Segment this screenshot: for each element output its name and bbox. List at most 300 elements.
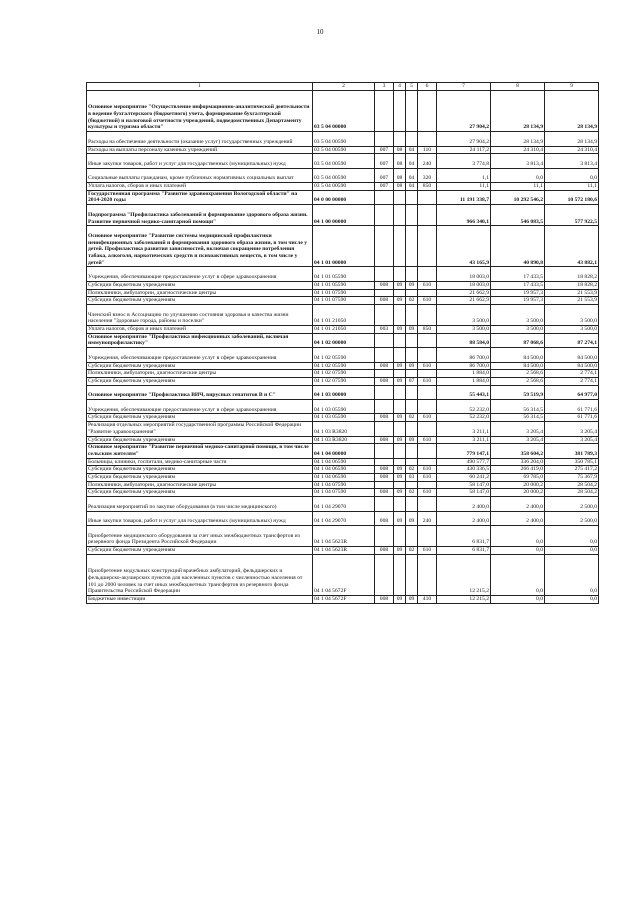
table-row	[87, 205, 599, 226]
expense-type-code: 610	[418, 281, 437, 289]
amount-col-7: 86 700,0	[437, 348, 491, 362]
ministry-code	[375, 385, 394, 399]
ministry-code	[375, 481, 394, 489]
amount-col-9: 61 771,6	[545, 400, 599, 414]
amount-col-7: 490 577,7	[437, 458, 491, 466]
amount-col-7: 11 191 338,7	[437, 190, 491, 204]
header-cell: 5	[406, 83, 418, 91]
target-code: 04 1 03 05590	[313, 414, 375, 422]
amount-col-7: 2 400,0	[437, 497, 491, 511]
amount-col-7: 3 774,8	[437, 154, 491, 168]
ministry-code: 008	[375, 436, 394, 444]
section-code: 09	[394, 377, 406, 385]
ministry-code: 008	[375, 281, 394, 289]
section-code	[394, 458, 406, 466]
table-row	[87, 377, 599, 385]
amount-col-8: 10 292 546,2	[491, 190, 545, 204]
expense-type-code	[418, 267, 437, 281]
subsection-code	[406, 525, 418, 546]
table-row	[87, 370, 599, 378]
amount-col-8: 0,0	[491, 547, 545, 555]
table-row	[87, 458, 599, 466]
ministry-code: 008	[375, 362, 394, 370]
table-row	[87, 281, 599, 289]
expense-type-code: 610	[418, 547, 437, 555]
subsection-code	[406, 422, 418, 436]
ministry-code	[375, 132, 394, 146]
row-name: Членский взнос в Ассоциацию по улучшению состояния здоровья и качества жизни населения "Здоровые города, районы и поселки"	[87, 304, 313, 325]
subsection-code: 04	[406, 146, 418, 154]
header-cell: 2	[313, 83, 375, 91]
amount-col-7: 24 117,2	[437, 146, 491, 154]
row-name: Учреждения, обеспечивающие предоставление услуг в сфере здравоохранения	[87, 267, 313, 281]
target-code: 04 1 01 07590	[313, 289, 375, 297]
amount-col-8: 87 068,6	[491, 333, 545, 347]
expense-type-code: 240	[418, 154, 437, 168]
subsection-code	[406, 226, 418, 267]
table-row	[87, 226, 599, 267]
row-name: Субсидии бюджетным учреждениям	[87, 436, 313, 444]
target-code: 03 5 04 00590	[313, 146, 375, 154]
amount-col-7: 52 232,0	[437, 400, 491, 414]
table-row	[87, 385, 599, 399]
section-code	[394, 481, 406, 489]
amount-col-8: 2 568,6	[491, 377, 545, 385]
amount-col-7: 88 584,0	[437, 333, 491, 347]
row-name: Государственная программа "Развитие здравоохранения Вологодской области" на 2014-2020 годы	[87, 190, 313, 204]
amount-col-9: 577 922,5	[545, 205, 599, 226]
section-code: 09	[394, 547, 406, 555]
amount-col-9: 2 774,1	[545, 377, 599, 385]
amount-col-7: 966 340,1	[437, 205, 491, 226]
amount-col-8: 0,0	[491, 595, 545, 603]
target-code: 03 5 04 00590	[313, 183, 375, 191]
expense-type-code: 850	[418, 326, 437, 334]
section-code: 08	[394, 183, 406, 191]
section-code: 09	[394, 474, 406, 482]
expense-type-code	[418, 481, 437, 489]
ministry-code	[375, 497, 394, 511]
subsection-code: 07	[406, 377, 418, 385]
amount-col-7: 60 241,2	[437, 474, 491, 482]
header-cell: 9	[545, 83, 599, 91]
amount-col-7: 18 003,0	[437, 267, 491, 281]
amount-col-7: 52 232,0	[437, 414, 491, 422]
expense-type-code: 610	[418, 297, 437, 305]
target-code: 04 1 02 00000	[313, 333, 375, 347]
row-name: Субсидии бюджетным учреждениям	[87, 281, 313, 289]
amount-col-7: 3 500,0	[437, 304, 491, 325]
table-row	[87, 547, 599, 555]
target-code: 03 5 04 00590	[313, 132, 375, 146]
ministry-code: 008	[375, 595, 394, 603]
table-row	[87, 466, 599, 474]
target-code: 04 1 03 R3820	[313, 436, 375, 444]
row-name: Реализация мероприятий по закупке оборудования (в том числе медицинского)	[87, 497, 313, 511]
ministry-code	[375, 304, 394, 325]
target-code: 04 1 04 5672F	[313, 595, 375, 603]
amount-col-7: 779 147,1	[437, 444, 491, 458]
amount-col-9: 87 274,1	[545, 333, 599, 347]
section-code	[394, 132, 406, 146]
subsection-code: 09	[406, 326, 418, 334]
section-code	[394, 554, 406, 595]
ministry-code: 003	[375, 326, 394, 334]
ministry-code: 008	[375, 547, 394, 555]
amount-col-8: 28 134,9	[491, 91, 545, 132]
ministry-code	[375, 190, 394, 204]
table-row	[87, 436, 599, 444]
section-code	[394, 91, 406, 132]
subsection-code	[406, 289, 418, 297]
row-name: Расходы на выплаты персоналу казенных учреждений	[87, 146, 313, 154]
header-cell: 7	[437, 83, 491, 91]
amount-col-7: 3 211,1	[437, 436, 491, 444]
table-row	[87, 168, 599, 182]
row-name: Социальные выплаты гражданам, кроме публичных нормативных социальных выплат	[87, 168, 313, 182]
amount-col-8: 3 205,4	[491, 436, 545, 444]
amount-col-9: 28 134,9	[545, 132, 599, 146]
amount-col-7: 55 443,1	[437, 385, 491, 399]
ministry-code	[375, 525, 394, 546]
header-cell: 1	[87, 83, 313, 91]
ministry-code: 007	[375, 183, 394, 191]
section-code: 09	[394, 297, 406, 305]
amount-col-7: 11,1	[437, 183, 491, 191]
subsection-code: 03	[406, 474, 418, 482]
section-code	[394, 304, 406, 325]
target-code: 04 1 00 00000	[313, 205, 375, 226]
amount-col-9: 28 504,2	[545, 489, 599, 497]
expense-type-code	[418, 400, 437, 414]
section-code	[394, 497, 406, 511]
amount-col-8: 0,0	[491, 554, 545, 595]
table-row	[87, 348, 599, 362]
table-row	[87, 481, 599, 489]
amount-col-7: 3 500,0	[437, 326, 491, 334]
amount-col-9: 21 553,9	[545, 289, 599, 297]
amount-col-9: 28 504,2	[545, 481, 599, 489]
expense-type-code	[418, 190, 437, 204]
expense-type-code: 110	[418, 146, 437, 154]
target-code: 03 5 04 00590	[313, 168, 375, 182]
expense-type-code: 240	[418, 511, 437, 525]
section-code	[394, 400, 406, 414]
row-name: Иные закупки товаров, работ и услуг для государственных (муниципальных) нужд	[87, 511, 313, 525]
amount-col-9: 84 500,0	[545, 348, 599, 362]
row-name: Основное мероприятие "Развитие первичной медико-санитарной помощи, в том числе сельским жителям"	[87, 444, 313, 458]
table-row	[87, 497, 599, 511]
subsection-code: 02	[406, 547, 418, 555]
subsection-code	[406, 497, 418, 511]
amount-col-7: 3 211,1	[437, 422, 491, 436]
page-number: 10	[316, 28, 324, 36]
target-code: 04 1 03 05590	[313, 400, 375, 414]
section-code: 08	[394, 146, 406, 154]
amount-col-8: 0,0	[491, 168, 545, 182]
amount-col-8: 19 957,3	[491, 289, 545, 297]
ministry-code	[375, 289, 394, 297]
row-name: Учреждения, обеспечивающие предоставление услуг в сфере здравоохранения	[87, 400, 313, 414]
target-code: 04 1 04 06590	[313, 474, 375, 482]
target-code: 04 1 01 07590	[313, 297, 375, 305]
target-code: 04 1 04 07590	[313, 481, 375, 489]
target-code: 04 1 04 5623R	[313, 525, 375, 546]
amount-col-9: 0,0	[545, 547, 599, 555]
section-code: 09	[394, 595, 406, 603]
row-name: Приобретение медицинского оборудования за счет иных межбюджетных трансфертов из резервного фонда Президента Российской Федерации	[87, 525, 313, 546]
amount-col-9: 2 500,0	[545, 497, 599, 511]
amount-col-9: 84 500,0	[545, 362, 599, 370]
ministry-code: 008	[375, 466, 394, 474]
expense-type-code: 610	[418, 474, 437, 482]
ministry-code: 008	[375, 377, 394, 385]
subsection-code	[406, 400, 418, 414]
amount-col-7: 18 003,0	[437, 281, 491, 289]
amount-col-8: 84 500,0	[491, 362, 545, 370]
amount-col-7: 58 147,0	[437, 481, 491, 489]
section-code	[394, 348, 406, 362]
table-row	[87, 132, 599, 146]
row-name: Основное мероприятие "Профилактика инфекционных заболеваний, включая иммунопрофилактику"	[87, 333, 313, 347]
section-code: 09	[394, 511, 406, 525]
ministry-code	[375, 444, 394, 458]
row-name: Поликлиники, амбулатории, диагностические центры	[87, 481, 313, 489]
section-code: 08	[394, 168, 406, 182]
subsection-code: 09	[406, 511, 418, 525]
amount-col-7: 58 147,0	[437, 489, 491, 497]
ministry-code	[375, 458, 394, 466]
amount-col-7: 21 662,9	[437, 297, 491, 305]
target-code: 04 1 04 07590	[313, 489, 375, 497]
ministry-code: 008	[375, 489, 394, 497]
table-row	[87, 190, 599, 204]
table-row	[87, 146, 599, 154]
section-code: 08	[394, 154, 406, 168]
target-code: 04 1 01 21050	[313, 326, 375, 334]
expense-type-code	[418, 132, 437, 146]
ministry-code	[375, 333, 394, 347]
subsection-code: 09	[406, 362, 418, 370]
ministry-code: 008	[375, 414, 394, 422]
amount-col-9: 2 500,0	[545, 511, 599, 525]
expense-type-code: 610	[418, 362, 437, 370]
amount-col-8: 59 519,9	[491, 385, 545, 399]
header-cell: 8	[491, 83, 545, 91]
ministry-code: 008	[375, 297, 394, 305]
target-code: 04 1 04 06590	[313, 458, 375, 466]
amount-col-7: 1,1	[437, 168, 491, 182]
ministry-code	[375, 267, 394, 281]
table-row	[87, 474, 599, 482]
header-cell: 4	[394, 83, 406, 91]
amount-col-9: 2 774,1	[545, 370, 599, 378]
subsection-code	[406, 444, 418, 458]
subsection-code	[406, 190, 418, 204]
table-row	[87, 91, 599, 132]
expense-type-code	[418, 333, 437, 347]
row-name: Субсидии бюджетным учреждениям	[87, 414, 313, 422]
amount-col-9: 3 500,0	[545, 326, 599, 334]
amount-col-9: 3 813,4	[545, 154, 599, 168]
amount-col-8: 11,1	[491, 183, 545, 191]
expense-type-code: 410	[418, 595, 437, 603]
row-name: Подпрограмма "Профилактика заболеваний и формирование здорового образа жизни. Развитие первичной медико-санитарной помощи"	[87, 205, 313, 226]
amount-col-7: 27 904,2	[437, 132, 491, 146]
expense-type-code: 610	[418, 466, 437, 474]
amount-col-8: 266 419,0	[491, 466, 545, 474]
ministry-code: 007	[375, 168, 394, 182]
target-code: 04 1 04 5672F	[313, 554, 375, 595]
subsection-code	[406, 458, 418, 466]
section-code: 09	[394, 414, 406, 422]
target-code: 04 1 04 00000	[313, 444, 375, 458]
amount-col-7: 1 884,0	[437, 370, 491, 378]
amount-col-8: 24 310,4	[491, 146, 545, 154]
expense-type-code: 610	[418, 377, 437, 385]
row-name: Основное мероприятие "Профилактика ВИЧ, вирусных гепатитов В и С"	[87, 385, 313, 399]
section-code	[394, 370, 406, 378]
row-name: Реализация отдельных мероприятий государственной программы Российской Федерации "Развитие здравоохранения"	[87, 422, 313, 436]
amount-col-7: 430 336,5	[437, 466, 491, 474]
target-code: 04 1 02 07590	[313, 377, 375, 385]
amount-col-8: 84 500,0	[491, 348, 545, 362]
subsection-code	[406, 333, 418, 347]
table-row	[87, 511, 599, 525]
amount-col-9: 75 367,9	[545, 474, 599, 482]
amount-col-9: 11,1	[545, 183, 599, 191]
target-code: 03 5 04 00590	[313, 154, 375, 168]
table-row	[87, 267, 599, 281]
section-code: 09	[394, 436, 406, 444]
amount-col-9: 381 789,3	[545, 444, 599, 458]
amount-col-8: 56 314,5	[491, 400, 545, 414]
target-code: 04 1 02 07590	[313, 370, 375, 378]
section-code	[394, 226, 406, 267]
expense-type-code	[418, 226, 437, 267]
row-name: Субсидии бюджетным учреждениям	[87, 362, 313, 370]
amount-col-9: 43 882,1	[545, 226, 599, 267]
expense-type-code	[418, 497, 437, 511]
amount-col-8: 2 400,0	[491, 497, 545, 511]
table-row	[87, 183, 599, 191]
expense-type-code	[418, 370, 437, 378]
subsection-code	[406, 554, 418, 595]
amount-col-8: 19 957,3	[491, 297, 545, 305]
ministry-code	[375, 205, 394, 226]
section-code: 09	[394, 466, 406, 474]
amount-col-9: 24 310,4	[545, 146, 599, 154]
row-name: Расходы на обеспечение деятельности (оказание услуг) государственных учреждений	[87, 132, 313, 146]
amount-col-8: 20 000,2	[491, 481, 545, 489]
amount-col-8: 56 314,5	[491, 414, 545, 422]
row-name: Поликлиники, амбулатории, диагностические центры	[87, 289, 313, 297]
expense-type-code	[418, 444, 437, 458]
amount-col-8: 3 500,0	[491, 326, 545, 334]
table-row	[87, 489, 599, 497]
ministry-code	[375, 226, 394, 267]
target-code: 04 1 02 05590	[313, 362, 375, 370]
target-code: 04 1 01 05590	[313, 267, 375, 281]
amount-col-9: 0,0	[545, 168, 599, 182]
expense-type-code	[418, 348, 437, 362]
amount-col-7: 21 662,9	[437, 289, 491, 297]
subsection-code: 09	[406, 281, 418, 289]
amount-col-8: 69 785,0	[491, 474, 545, 482]
table-row	[87, 595, 599, 603]
ministry-code	[375, 554, 394, 595]
table-row	[87, 400, 599, 414]
target-code: 04 1 04 5623R	[313, 547, 375, 555]
amount-col-8: 17 433,5	[491, 281, 545, 289]
section-code	[394, 267, 406, 281]
expense-type-code	[418, 525, 437, 546]
subsection-code	[406, 304, 418, 325]
row-name: Субсидии бюджетным учреждениям	[87, 474, 313, 482]
amount-col-9: 3 205,4	[545, 422, 599, 436]
table-row	[87, 422, 599, 436]
section-code: 09	[394, 326, 406, 334]
target-code: 04 1 03 00000	[313, 385, 375, 399]
ministry-code: 008	[375, 474, 394, 482]
section-code	[394, 333, 406, 347]
subsection-code: 04	[406, 154, 418, 168]
expense-type-code	[418, 458, 437, 466]
section-code: 09	[394, 489, 406, 497]
table-row	[87, 304, 599, 325]
subsection-code	[406, 370, 418, 378]
amount-col-7: 2 400,0	[437, 511, 491, 525]
subsection-code	[406, 481, 418, 489]
row-name: Иные закупки товаров, работ и услуг для государственных (муниципальных) нужд	[87, 154, 313, 168]
row-name: Основное мероприятие "Осуществление информационно-аналитической деятельности в ведение бухгалтерского (бюджетного) учета, формирование бухгалтерской (бюджетной) и налоговой отчетности учреждений, подведомственных Департаменту культуры и туризма области"	[87, 91, 313, 132]
amount-col-7: 12 215,2	[437, 595, 491, 603]
row-name: Поликлиники, амбулатории, диагностические центры	[87, 370, 313, 378]
amount-col-9: 10 572 180,6	[545, 190, 599, 204]
target-code: 03 5 04 00000	[313, 91, 375, 132]
table-row	[87, 289, 599, 297]
amount-col-7: 6 831,7	[437, 525, 491, 546]
subsection-code	[406, 132, 418, 146]
ministry-code	[375, 400, 394, 414]
ministry-code: 007	[375, 154, 394, 168]
subsection-code	[406, 91, 418, 132]
amount-col-8: 2 568,6	[491, 370, 545, 378]
subsection-code	[406, 205, 418, 226]
amount-col-9: 28 134,9	[545, 91, 599, 132]
subsection-code	[406, 348, 418, 362]
expense-type-code	[418, 304, 437, 325]
amount-col-7: 86 700,0	[437, 362, 491, 370]
amount-col-8: 28 134,9	[491, 132, 545, 146]
table-row	[87, 525, 599, 546]
subsection-code: 09	[406, 595, 418, 603]
amount-col-8: 3 500,0	[491, 304, 545, 325]
table-header-row	[87, 83, 599, 91]
amount-col-9: 21 553,9	[545, 297, 599, 305]
amount-col-9: 3 500,0	[545, 304, 599, 325]
amount-col-8: 3 205,4	[491, 422, 545, 436]
subsection-code: 02	[406, 414, 418, 422]
table-row	[87, 362, 599, 370]
amount-col-7: 27 904,2	[437, 91, 491, 132]
table-row	[87, 297, 599, 305]
amount-col-8: 358 604,2	[491, 444, 545, 458]
row-name: Субсидии бюджетным учреждениям	[87, 297, 313, 305]
row-name: Бюджетные инвестиции	[87, 595, 313, 603]
subsection-code: 02	[406, 466, 418, 474]
subsection-code: 02	[406, 297, 418, 305]
